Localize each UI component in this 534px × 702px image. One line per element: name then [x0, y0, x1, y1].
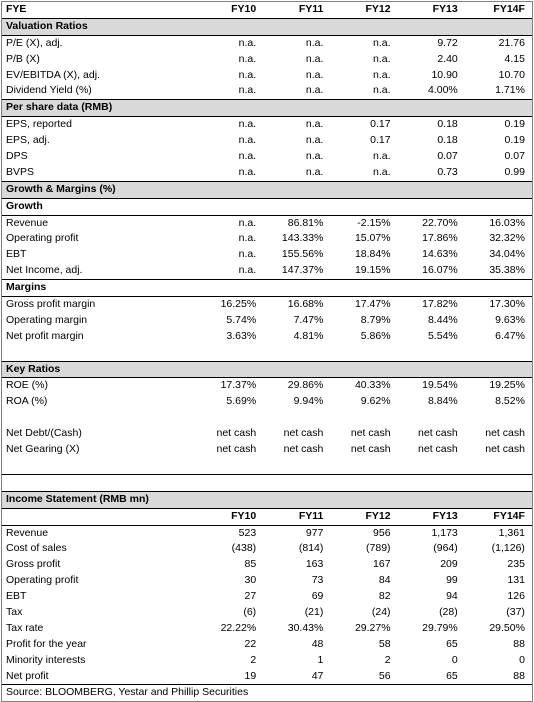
income-row — [2, 605, 532, 621]
section-title-valuation: Valuation Ratios — [2, 19, 532, 36]
row-value: 17.82% — [422, 298, 458, 311]
row-value: 0 — [519, 653, 525, 666]
row-value: (21) — [304, 605, 324, 618]
row-value: n.a. — [238, 118, 257, 131]
row-value: (37) — [506, 605, 525, 618]
row-value: 65 — [446, 637, 458, 650]
valuation-row — [2, 68, 532, 84]
income-year-fy11: FY11 — [298, 509, 324, 522]
section-title-per-share: Per share data (RMB) — [2, 99, 532, 117]
section-title-growth-margins: Growth & Margins (%) — [2, 181, 532, 199]
row-value: (28) — [439, 605, 458, 618]
row-value: (1,126) — [491, 542, 525, 555]
row-label: Dividend Yield (%) — [6, 84, 92, 97]
income-year-fy10: FY10 — [231, 509, 257, 522]
row-label: Operating margin — [6, 313, 88, 326]
growth-row — [2, 247, 532, 263]
income-row — [2, 589, 532, 605]
row-value: n.a. — [373, 165, 391, 178]
row-value: 235 — [507, 558, 525, 571]
row-value: 17.47% — [354, 298, 391, 311]
row-value: 4.00% — [427, 84, 458, 97]
row-value: 9.72 — [437, 36, 458, 49]
per-share-row — [2, 133, 532, 149]
row-label: EPS, adj. — [6, 134, 50, 147]
header-year-fy12: FY12 — [365, 3, 391, 15]
key-ratio-row — [2, 394, 532, 410]
margin-row — [2, 297, 532, 313]
row-value: net cash — [350, 427, 391, 440]
row-value: 22.70% — [422, 216, 458, 229]
row-label: Net profit — [6, 669, 49, 682]
row-value: net cash — [283, 427, 324, 440]
row-value: n.a. — [373, 52, 391, 65]
income-row — [2, 541, 532, 557]
row-value: 86.81% — [287, 216, 324, 229]
row-value: n.a. — [373, 68, 391, 81]
row-value: 0.07 — [437, 150, 458, 163]
row-value: n.a. — [238, 165, 257, 178]
row-value: 977 — [305, 526, 324, 539]
row-value: net cash — [216, 427, 257, 440]
row-value: 17.37% — [220, 379, 257, 392]
row-value: 65 — [446, 669, 458, 682]
row-value: 9.94% — [293, 395, 324, 408]
row-value: 29.86% — [287, 379, 324, 392]
row-value: 30 — [244, 574, 257, 587]
row-value: 58 — [378, 637, 391, 650]
row-value: n.a. — [305, 118, 324, 131]
income-year-fy13: FY13 — [432, 509, 458, 522]
row-value: 48 — [311, 637, 324, 650]
row-value: 2 — [250, 653, 257, 666]
row-value: 1,361 — [498, 526, 525, 539]
growth-rows — [2, 216, 532, 280]
spacer — [2, 410, 532, 426]
subsection-title-growth: Growth — [2, 199, 532, 216]
row-value: 22 — [244, 637, 257, 650]
key-ratio-row — [2, 442, 532, 458]
row-label: BVPS — [6, 165, 35, 178]
row-value: 84 — [378, 574, 391, 587]
row-label: Tax rate — [6, 621, 44, 634]
income-row — [2, 637, 532, 653]
row-value: n.a. — [238, 150, 257, 163]
per-share-row — [2, 165, 532, 181]
row-label: Net Income, adj. — [6, 264, 83, 277]
row-label: Revenue — [6, 526, 49, 539]
growth-row — [2, 231, 532, 247]
row-value: 0.17 — [370, 134, 391, 147]
row-value: 147.37% — [281, 264, 324, 277]
row-value: 16.07% — [422, 264, 458, 277]
row-value: 2 — [384, 653, 391, 666]
row-value: net cash — [350, 443, 391, 456]
row-label: Operating profit — [6, 574, 79, 587]
row-value: 10.70 — [498, 68, 525, 81]
row-value: n.a. — [305, 52, 324, 65]
row-value: 8.79% — [360, 313, 391, 326]
row-value: 56 — [378, 669, 391, 682]
row-value: (24) — [371, 605, 391, 618]
income-row — [2, 557, 532, 573]
row-value: (964) — [433, 542, 458, 555]
row-label: EPS, reported — [6, 118, 72, 131]
row-value: 1 — [317, 653, 324, 666]
row-value: n.a. — [305, 150, 324, 163]
row-value: 1,173 — [431, 526, 458, 539]
row-value: n.a. — [238, 52, 257, 65]
income-row — [2, 573, 532, 589]
row-value: (438) — [231, 542, 257, 555]
row-value: 94 — [446, 590, 458, 603]
income-year-fy14f: FY14F — [493, 509, 525, 522]
row-value: n.a. — [305, 84, 324, 97]
key-ratio-rows — [2, 378, 532, 410]
row-value: 7.47% — [293, 313, 324, 326]
row-value: 8.44% — [427, 313, 458, 326]
row-label: P/B (X) — [6, 52, 40, 65]
valuation-row — [2, 83, 532, 99]
row-value: n.a. — [238, 232, 257, 245]
row-value: 88 — [513, 637, 525, 650]
row-value: 8.84% — [427, 395, 458, 408]
row-value: 9.63% — [495, 313, 525, 326]
row-label: EBT — [6, 590, 27, 603]
source-note: Source: BLOOMBERG, Yestar and Phillip Securities — [2, 684, 532, 701]
row-value: 29.27% — [354, 621, 391, 634]
row-value: 9.62% — [360, 395, 391, 408]
row-label: Net profit margin — [6, 329, 84, 342]
row-value: 32.32% — [489, 232, 525, 245]
header-year-fy14f: FY14F — [493, 3, 525, 15]
row-value: 16.68% — [287, 298, 324, 311]
header-year-fy11: FY11 — [298, 3, 324, 15]
row-value: 143.33% — [281, 232, 324, 245]
row-label: ROA (%) — [6, 395, 48, 408]
row-value: 0.19 — [504, 118, 525, 131]
row-value: 40.33% — [354, 379, 391, 392]
row-value: 29.79% — [422, 621, 458, 634]
row-value: n.a. — [238, 264, 257, 277]
row-value: 88 — [513, 669, 525, 682]
row-value: 523 — [238, 526, 257, 539]
row-value: 22.22% — [220, 621, 257, 634]
row-value: net cash — [418, 443, 458, 456]
row-label: Revenue — [6, 216, 49, 229]
spacer — [2, 475, 532, 491]
per-share-row — [2, 149, 532, 165]
row-value: -2.15% — [357, 216, 391, 229]
row-value: 16.25% — [220, 298, 257, 311]
income-year-fy12: FY12 — [365, 509, 391, 522]
row-value: 6.47% — [495, 329, 525, 342]
row-value: 15.07% — [354, 232, 391, 245]
row-value: 126 — [507, 590, 525, 603]
financial-summary-table — [1, 1, 533, 702]
row-value: 27 — [244, 590, 257, 603]
row-value: n.a. — [305, 68, 324, 81]
row-value: 18.84% — [354, 248, 391, 261]
row-value: (6) — [243, 605, 257, 618]
row-value: 163 — [305, 558, 324, 571]
row-label: Gross profit — [6, 558, 61, 571]
row-label: Tax — [6, 605, 23, 618]
row-value: 82 — [378, 590, 391, 603]
row-label: P/E (X), adj. — [6, 36, 63, 49]
row-value: net cash — [485, 427, 525, 440]
row-value: 85 — [244, 558, 257, 571]
row-value: 5.74% — [226, 313, 257, 326]
row-value: n.a. — [373, 84, 391, 97]
row-value: 21.76 — [498, 36, 525, 49]
valuation-row — [2, 52, 532, 68]
row-value: n.a. — [305, 134, 324, 147]
per-share-rows — [2, 117, 532, 181]
row-value: (789) — [366, 542, 391, 555]
subsection-title-margins: Margins — [2, 279, 532, 297]
row-value: 99 — [446, 574, 458, 587]
header-label: FYE — [6, 3, 27, 15]
row-value: 19.25% — [489, 379, 525, 392]
row-label: Gross profit margin — [6, 298, 96, 311]
row-value: 0.19 — [504, 134, 525, 147]
row-label: Operating profit — [6, 232, 79, 245]
row-value: 167 — [373, 558, 391, 571]
row-value: net cash — [418, 427, 458, 440]
header-year-fy13: FY13 — [432, 3, 458, 15]
row-value: 0.99 — [504, 165, 525, 178]
row-value: n.a. — [373, 36, 391, 49]
row-label: Net Debt/(Cash) — [6, 427, 82, 440]
row-label: EV/EBITDA (X), adj. — [6, 68, 100, 81]
spacer — [2, 345, 532, 361]
row-value: 4.81% — [293, 329, 324, 342]
row-value: 29.50% — [489, 621, 525, 634]
row-label: ROE (%) — [6, 379, 48, 392]
section-title-key-ratios: Key Ratios — [2, 361, 532, 379]
income-rows — [2, 526, 532, 685]
row-value: 8.52% — [495, 395, 525, 408]
row-value: net cash — [283, 443, 324, 456]
row-label: Minority interests — [6, 653, 86, 666]
row-value: n.a. — [238, 68, 257, 81]
row-value: net cash — [216, 443, 257, 456]
row-value: 4.15 — [504, 52, 525, 65]
row-value: 155.56% — [281, 248, 324, 261]
row-label: EBT — [6, 248, 27, 261]
row-label: Profit for the year — [6, 637, 87, 650]
margin-row — [2, 313, 532, 329]
row-value: n.a. — [238, 36, 257, 49]
row-value: 5.54% — [427, 329, 458, 342]
row-value: 35.38% — [489, 264, 525, 277]
row-value: n.a. — [238, 84, 257, 97]
row-value: 30.43% — [287, 621, 324, 634]
row-value: n.a. — [238, 248, 257, 261]
row-label: Cost of sales — [6, 542, 67, 555]
row-label: DPS — [6, 150, 28, 163]
per-share-row — [2, 117, 532, 133]
row-value: 0.18 — [437, 134, 458, 147]
row-value: 14.63% — [422, 248, 458, 261]
row-value: 3.63% — [226, 329, 257, 342]
margin-row — [2, 329, 532, 345]
row-value: 10.90 — [431, 68, 458, 81]
valuation-row — [2, 36, 532, 52]
section-title-income-statement: Income Statement (RMB mn) — [2, 491, 532, 509]
row-value: 956 — [373, 526, 391, 539]
margin-rows — [2, 297, 532, 345]
row-value: (814) — [298, 542, 324, 555]
income-row — [2, 526, 532, 542]
valuation-rows — [2, 36, 532, 100]
row-value: 47 — [311, 669, 324, 682]
row-value: 5.86% — [360, 329, 391, 342]
income-year-header-row — [2, 509, 532, 526]
row-value: n.a. — [305, 36, 324, 49]
income-row — [2, 653, 532, 669]
row-value: 0 — [451, 653, 458, 666]
row-label: Net Gearing (X) — [6, 443, 80, 456]
row-value: 0.73 — [437, 165, 458, 178]
header-year-fy10: FY10 — [231, 3, 257, 15]
key-ratio-rows-2 — [2, 426, 532, 458]
income-row — [2, 621, 532, 637]
row-value: 0.17 — [370, 118, 391, 131]
row-value: 17.86% — [422, 232, 458, 245]
row-value: 2.40 — [437, 52, 458, 65]
row-value: 209 — [440, 558, 458, 571]
header-row — [2, 2, 532, 19]
row-value: 34.04% — [489, 248, 525, 261]
row-value: 19 — [244, 669, 257, 682]
income-row — [2, 669, 532, 685]
row-value: 1.71% — [495, 84, 525, 97]
row-value: 19.15% — [354, 264, 391, 277]
growth-row — [2, 216, 532, 232]
row-value: 19.54% — [422, 379, 458, 392]
row-value: 17.30% — [489, 298, 525, 311]
row-value: n.a. — [238, 134, 257, 147]
row-value: 16.03% — [489, 216, 525, 229]
row-value: 131 — [507, 574, 525, 587]
spacer — [2, 458, 532, 475]
key-ratio-row — [2, 378, 532, 394]
row-value: 73 — [311, 574, 324, 587]
row-value: n.a. — [305, 165, 324, 178]
growth-row — [2, 263, 532, 279]
key-ratio-row — [2, 426, 532, 442]
row-value: n.a. — [238, 216, 257, 229]
row-value: n.a. — [373, 150, 391, 163]
row-value: 69 — [311, 590, 324, 603]
row-value: net cash — [485, 443, 525, 456]
row-value: 5.69% — [226, 395, 257, 408]
row-value: 0.18 — [437, 118, 458, 131]
row-value: 0.07 — [504, 150, 525, 163]
